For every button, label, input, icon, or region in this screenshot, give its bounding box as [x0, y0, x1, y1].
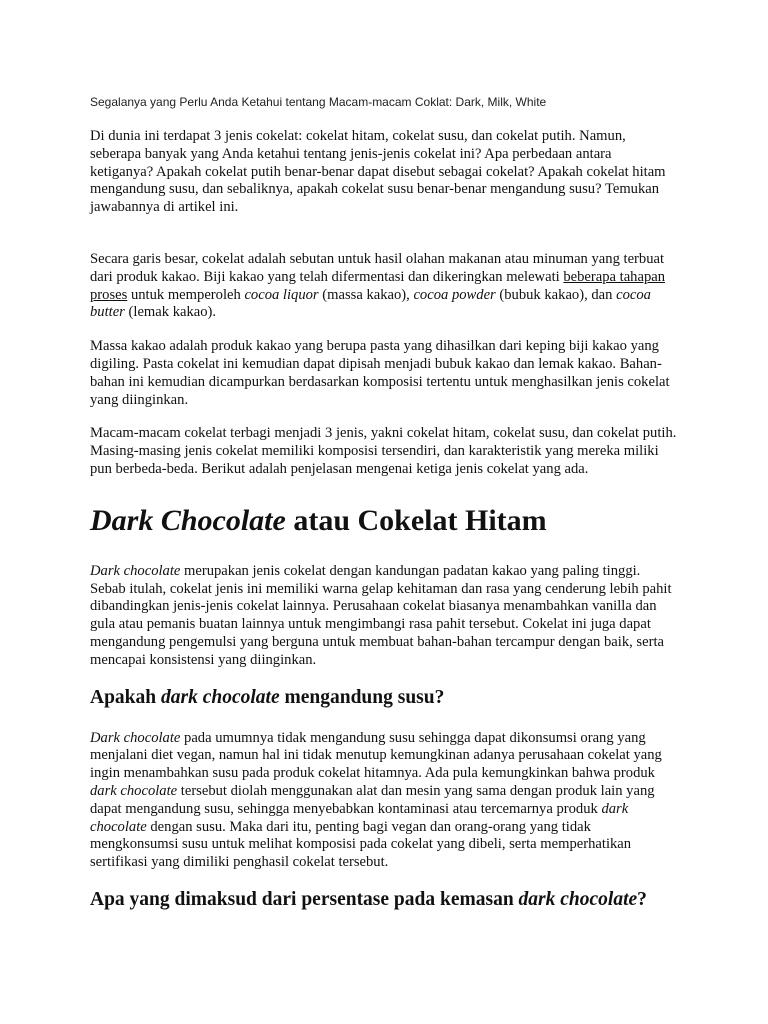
heading-text: Apa yang dimaksud dari persentase pada kemasan	[90, 888, 519, 910]
heading-text: Apakah	[90, 686, 161, 708]
cocoa-butter-term: cocoa butter	[90, 286, 651, 321]
chocolate-types-paragraph: Macam-macam cokelat terbagi menjadi 3 jenis, yakni cokelat hitam, cokelat susu, dan cokelat putih. Masing-masing jenis cokelat memiliki komposisi tersendiri, dan karakteristik yang mereka miliki pun berbeda-beda. Berikut adalah penjelasan mengenai ketiga jenis cokelat yang ada.	[90, 425, 677, 477]
percentage-heading	[90, 888, 678, 912]
dark-chocolate-term: dark chocolate	[90, 782, 178, 799]
cocoa-powder-term: cocoa powder	[413, 286, 496, 303]
heading-italic-text: dark chocolate	[161, 686, 280, 708]
intro-paragraph: Di dunia ini terdapat 3 jenis cokelat: cokelat hitam, cokelat susu, dan cokelat putih. Namun, seberapa banyak yang Anda ketahui tentang jenis-jenis cokelat ini? Apa perbedaan antara ketiganya? Apakah cokelat putih benar-benar dapat disebut sebagai cokelat? Apakah cokelat hitam mengandung susu, dan sebaliknya, apakah cokelat susu benar-benar mengandung susu? Temukan jawabannya di artikel ini.	[90, 128, 666, 216]
dark-chocolate-description-paragraph	[90, 563, 678, 670]
document-title: Segalanya yang Perlu Anda Ketahui tentang Macam-macam Coklat: Dark, Milk, White	[90, 95, 547, 109]
cocoa-definition-paragraph	[90, 251, 678, 322]
paragraph-text: tersebut diolah menggunakan alat dan mesin yang sama dengan produk lain yang dapat mengandung susu, sehingga menyebabkan kontaminasi atau tercemarnya produk	[90, 782, 655, 817]
paragraph-text: (massa kakao),	[318, 286, 414, 303]
dark-chocolate-term: Dark chocolate	[90, 562, 181, 579]
dark-chocolate-milk-heading	[90, 686, 678, 710]
paragraph-text: pada umumnya tidak mengandung susu sehingga dapat dikonsumsi orang yang menjalani diet vegan, namun hal ini tidak menutup kemungkinan adanya perusahaan cokelat yang ingin menambahkan susu pada produk cokelat hitamnya. Ada pula kemungkinkan bahwa produk	[90, 729, 662, 782]
dark-chocolate-milk-paragraph	[90, 730, 678, 872]
paragraph-text: merupakan jenis cokelat dengan kandungan padatan kakao yang paling tinggi. Sebab itulah, cokelat jenis ini memiliki warna gelap kehitaman dan rasa yang cenderung lebih pahit dibandingkan jenis-jenis cokelat lainnya. Perusahaan cokelat biasanya menambahkan vanilla dan gula atau pemanis buatan lainnya untuk mengimbangi rasa pahit tersebut. Cokelat ini juga dapat mengandung pengemulsi yang berguna untuk membuat bahan-bahan tercampur dengan baik, serta mencapai konsistensi yang diinginkan.	[90, 562, 672, 668]
cocoa-mass-paragraph: Massa kakao adalah produk kakao yang berupa pasta yang dihasilkan dari keping biji kakao yang digiling. Pasta cokelat ini kemudian dapat dipisah menjadi bubuk kakao dan lemak kakao. Bahan-bahan ini kemudian dicampurkan berdasarkan komposisi tertentu untuk menghasilkan jenis cokelat yang diinginkan.	[90, 338, 670, 408]
dark-chocolate-term: dark chocolate	[90, 800, 629, 835]
heading-italic-text: dark chocolate	[518, 888, 638, 910]
paragraph-text: Secara garis besar, cokelat adalah sebutan untuk hasil olahan makanan atau minuman yang terbuat dari produk kakao. Biji kakao yang telah difermentasi dan dikeringkan melewati	[90, 250, 665, 285]
paragraph-text: untuk memperoleh	[127, 286, 245, 303]
dark-chocolate-term: Dark chocolate	[90, 729, 181, 746]
paragraph-text: dengan susu. Maka dari itu, penting bagi vegan dan orang-orang yang tidak mengkonsumsi susu untuk melihat komposisi pada cokelat yang dibeli, serta memperhatikan sertifikasi yang dimiliki penghasil cokelat tersebut.	[90, 818, 632, 871]
dark-chocolate-heading	[90, 503, 678, 539]
heading-text: mengandung susu?	[279, 686, 445, 708]
cocoa-liquor-term: cocoa liquor	[244, 286, 319, 303]
paragraph-text: (lemak kakao).	[124, 304, 217, 321]
heading-text: atau Cokelat Hitam	[285, 503, 547, 537]
paragraph-text: (bubuk kakao), dan	[495, 286, 617, 303]
processing-steps-link[interactable]: beberapa tahapan proses	[90, 268, 666, 303]
heading-italic-text: Dark Chocolate	[90, 503, 286, 537]
heading-text: ?	[637, 888, 647, 910]
